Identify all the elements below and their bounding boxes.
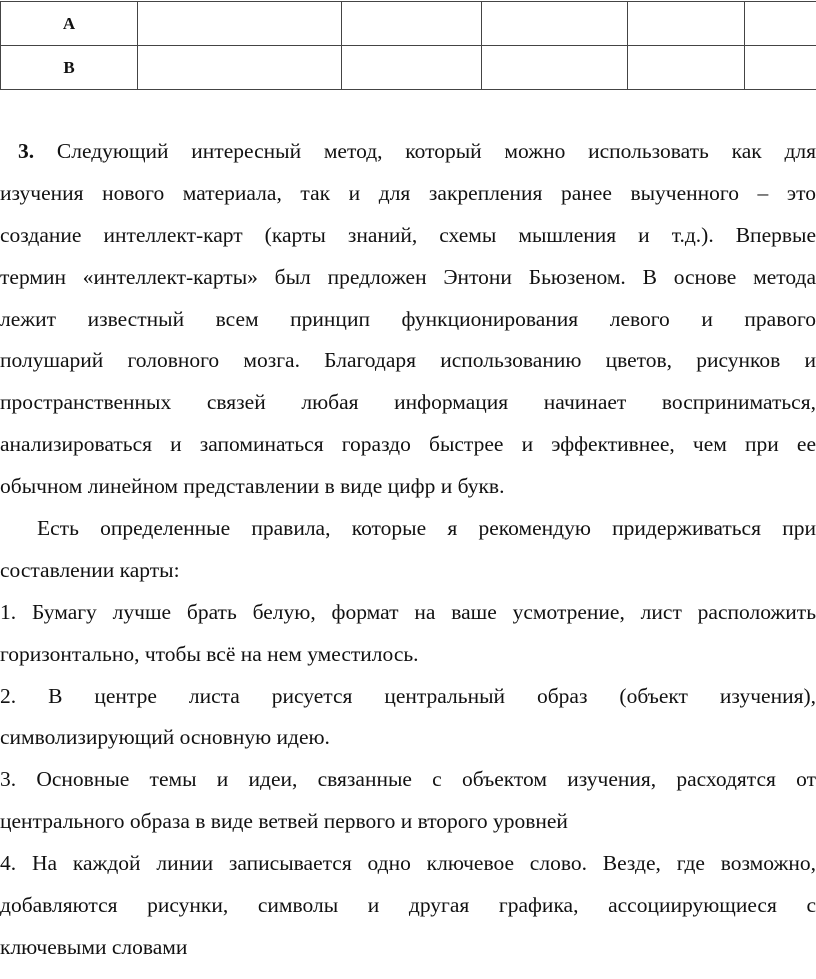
text-line — [0, 173, 816, 215]
table-cell — [482, 46, 628, 90]
line-text: символизирующий основную идею. — [0, 725, 330, 750]
table-cell — [745, 2, 816, 46]
text-line — [0, 801, 816, 843]
table-cell — [628, 46, 745, 90]
text-line — [0, 634, 816, 676]
text-line — [0, 717, 816, 759]
line-text: добавляются рисунки, символы и другая графика, ассоциирующиеся с — [0, 893, 816, 918]
line-text: изучения нового материала, так и для закрепления ранее выученного – это — [0, 180, 816, 205]
line-text: термин «интеллект-карты» был предложен Энтони Бьюзеном. В основе метода — [0, 264, 816, 289]
text-line — [0, 257, 816, 299]
line-text: горизонтально, чтобы всё на нем уместилось. — [0, 641, 419, 666]
text-line — [0, 340, 816, 382]
line-text: 1. Бумагу лучше брать белую, формат на ваше усмотрение, лист расположить — [0, 599, 816, 624]
table-cell — [482, 2, 628, 46]
data-table — [0, 1, 816, 90]
table-cell — [342, 46, 482, 90]
line-text: центрального образа в виде ветвей первого и второго уровней — [0, 809, 568, 834]
line-text: пространственных связей любая информация начинает восприниматься, — [0, 390, 816, 415]
text-line — [0, 382, 816, 424]
text-line — [0, 676, 816, 718]
line-text: Следующий интересный метод, который можно использовать как для — [56, 139, 816, 163]
line-text: составлении карты: — [0, 557, 180, 582]
line-text: полушарий головного мозга. Благодаря использованию цветов, рисунков и — [0, 348, 816, 373]
table-cell — [342, 2, 482, 46]
table-cell — [628, 2, 745, 46]
text-line — [0, 927, 816, 969]
body-text — [0, 131, 816, 969]
line-text: 3. Основные темы и идеи, связанные с объектом изучения, расходятся от — [0, 767, 816, 792]
text-line — [0, 466, 816, 508]
table-row — [1, 2, 816, 46]
table-cell — [138, 46, 342, 90]
line-text: обычном линейном представлении в виде цифр и букв. — [0, 474, 505, 499]
row-label: B — [1, 46, 138, 90]
line-text: Есть определенные правила, которые я рекомендую придерживаться при — [37, 516, 816, 541]
line-text: анализироваться и запоминаться гораздо быстрее и эффективнее, чем при ее — [0, 432, 816, 457]
line-text: 2. В центре листа рисуется центральный образ (объект изучения), — [0, 683, 816, 708]
line-text: создание интеллект-карт (карты знаний, схемы мышления и т.д.). Впервые — [0, 222, 816, 247]
text-line — [0, 131, 816, 173]
text-line — [0, 759, 816, 801]
item-number: 3. — [18, 139, 35, 163]
text-line — [0, 550, 816, 592]
text-line — [0, 592, 816, 634]
text-line — [0, 508, 816, 550]
table-cell — [138, 2, 342, 46]
text-line — [0, 215, 816, 257]
line-text: лежит известный всем принцип функционирования левого и правого — [0, 306, 816, 331]
text-line — [0, 843, 816, 885]
row-label: A — [1, 2, 138, 46]
line-text: ключевыми словами — [0, 934, 188, 959]
text-line — [0, 424, 816, 466]
text-line — [0, 885, 816, 927]
text-line — [0, 299, 816, 341]
table-row — [1, 46, 816, 90]
table-cell — [745, 46, 816, 90]
line-text: 4. На каждой линии записывается одно ключевое слово. Везде, где возможно, — [0, 851, 816, 876]
